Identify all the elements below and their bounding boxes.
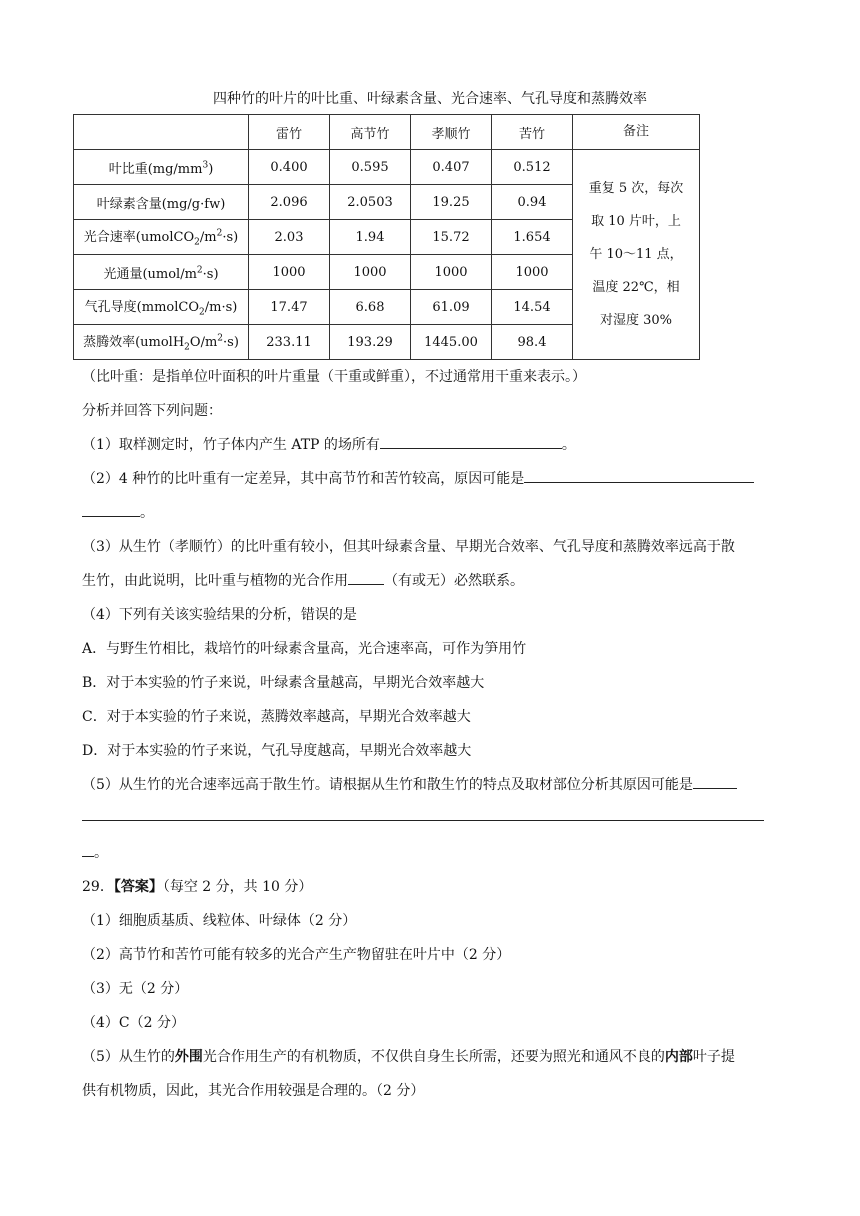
table-cell: 2.096 xyxy=(249,185,330,220)
table-cell: 0.512 xyxy=(492,150,573,185)
row-label: 叶比重$(mg/mm^3)$ xyxy=(74,150,249,185)
note-line: 取 10 片叶，上 xyxy=(591,214,681,229)
table-cell: 6.68 xyxy=(330,290,411,325)
table-cell: 61.09 xyxy=(411,290,492,325)
table-caption: 四种竹的叶片的叶比重、叶绿素含量、光合速率、气孔导度和蒸腾效率 xyxy=(213,91,647,107)
answer-2: （2）高节竹和苦竹可能有较多的光合产生产物留驻在叶片中（2 分） xyxy=(82,947,511,963)
answer-1: （1）细胞质基质、线粒体、叶绿体（2 分） xyxy=(82,913,357,929)
table-cell: 0.400 xyxy=(249,150,330,185)
table-cell: 17.47 xyxy=(249,290,330,325)
table-cell: 2.03 xyxy=(249,220,330,255)
table-cell: 19.25 xyxy=(411,185,492,220)
answer-4: （4）C（2 分） xyxy=(82,1015,185,1031)
table-header-row xyxy=(74,115,700,150)
question-1: （1）取样测定时，竹子体内产生 ATP 的场所有 。 xyxy=(82,434,576,454)
answer-blank[interactable] xyxy=(82,502,140,517)
question-2: （2）4 种竹的比叶重有一定差异，其中高节竹和苦竹较高，原因可能是 xyxy=(82,468,754,488)
note-line: 温度 22℃，相 xyxy=(592,280,680,295)
row-label: 光通量$(umol/m^2\cdot s)$ xyxy=(74,255,249,290)
option-a: A．与野生竹相比，栽培竹的叶绿素含量高，光合速率高，可作为笋用竹 xyxy=(82,641,527,657)
answer-3: （3）无（2 分） xyxy=(82,981,189,997)
header-cell: 高节竹 xyxy=(330,115,411,150)
header-cell: 孝顺竹 xyxy=(411,115,492,150)
header-cell: 苦竹 xyxy=(492,115,573,150)
row-label: 叶绿素含量(mg/g·fw) xyxy=(74,185,249,220)
prompt-text: 分析并回答下列问题： xyxy=(82,403,222,419)
question-4: （4）下列有关该实验结果的分析，错误的是 xyxy=(82,607,357,623)
table-cell: 1445.00 xyxy=(411,325,492,360)
answer-blank[interactable] xyxy=(82,820,764,821)
answer-blank[interactable] xyxy=(348,570,384,585)
definition-note: （比叶重：是指单位叶面积的叶片重量（干重或鲜重），不过通常用干重来表示。） xyxy=(82,369,586,385)
table-cell: 2.0503 xyxy=(330,185,411,220)
note-line: 午 10～11 点， xyxy=(589,247,683,262)
note-cell xyxy=(573,150,700,360)
table-cell: 1000 xyxy=(411,255,492,290)
table-cell: 1000 xyxy=(249,255,330,290)
answer-5: （5）从生竹的外围光合作用生产的有机物质，不仅供自身生长所需，还要为照光和通风不良的内部叶子提 xyxy=(82,1049,735,1065)
table-cell: 1000 xyxy=(492,255,573,290)
answer-blank[interactable] xyxy=(82,842,94,857)
answer-blank[interactable] xyxy=(524,468,754,483)
question-3-continued: 生竹，由此说明，比叶重与植物的光合作用 （有或无）必然联系。 xyxy=(82,570,524,590)
row-label: 光合速率$(umolCO_2/m^2\cdot s)$ xyxy=(74,220,249,255)
table-cell: 1.654 xyxy=(492,220,573,255)
table-cell: 0.94 xyxy=(492,185,573,220)
row-label: 蒸腾效率$(umolH_2O/m^2\cdot s)$ xyxy=(74,325,249,360)
table-cell: 14.54 xyxy=(492,290,573,325)
note-line: 重复 5 次，每次 xyxy=(588,181,684,196)
question-5-continued: 。 xyxy=(82,842,108,862)
table-cell: 98.4 xyxy=(492,325,573,360)
table-cell: 0.407 xyxy=(411,150,492,185)
table-cell: 1000 xyxy=(330,255,411,290)
table-cell: 0.595 xyxy=(330,150,411,185)
table-cell: 1.94 xyxy=(330,220,411,255)
data-table xyxy=(73,114,700,360)
table-cell: 233.11 xyxy=(249,325,330,360)
question-3: （3）从生竹（孝顺竹）的比叶重有较小，但其叶绿素含量、早期光合效率、气孔导度和蒸腾效率远高于散 xyxy=(82,539,735,555)
table-cell: 15.72 xyxy=(411,220,492,255)
answer-5-continued: 供有机物质，因此，其光合作用较强是合理的。（2 分） xyxy=(82,1083,425,1099)
header-cell xyxy=(74,115,249,150)
answer-blank[interactable] xyxy=(693,774,737,789)
note-line: 对湿度 30% xyxy=(599,313,673,328)
answer-heading: 29．【答案】（每空 2 分，共 10 分） xyxy=(82,879,313,895)
option-c: C．对于本实验的竹子来说，蒸腾效率越高，早期光合效率越大 xyxy=(82,709,471,725)
question-2-continued: 。 xyxy=(82,502,154,522)
answer-blank[interactable] xyxy=(380,434,562,449)
table-cell: 193.29 xyxy=(330,325,411,360)
question-5: （5）从生竹的光合速率远高于散生竹。请根据从生竹和散生竹的特点及取材部位分析其原因可能是 xyxy=(82,774,737,794)
option-d: D．对于本实验的竹子来说，气孔导度越高，早期光合效率越大 xyxy=(82,743,472,759)
header-cell: 备注 xyxy=(573,115,700,150)
header-cell: 雷竹 xyxy=(249,115,330,150)
row-label: 气孔导度(mmolCO$_2$/m·s) xyxy=(74,290,249,325)
table-row xyxy=(74,150,700,185)
option-b: B．对于本实验的竹子来说，叶绿素含量越高，早期光合效率越大 xyxy=(82,675,485,691)
